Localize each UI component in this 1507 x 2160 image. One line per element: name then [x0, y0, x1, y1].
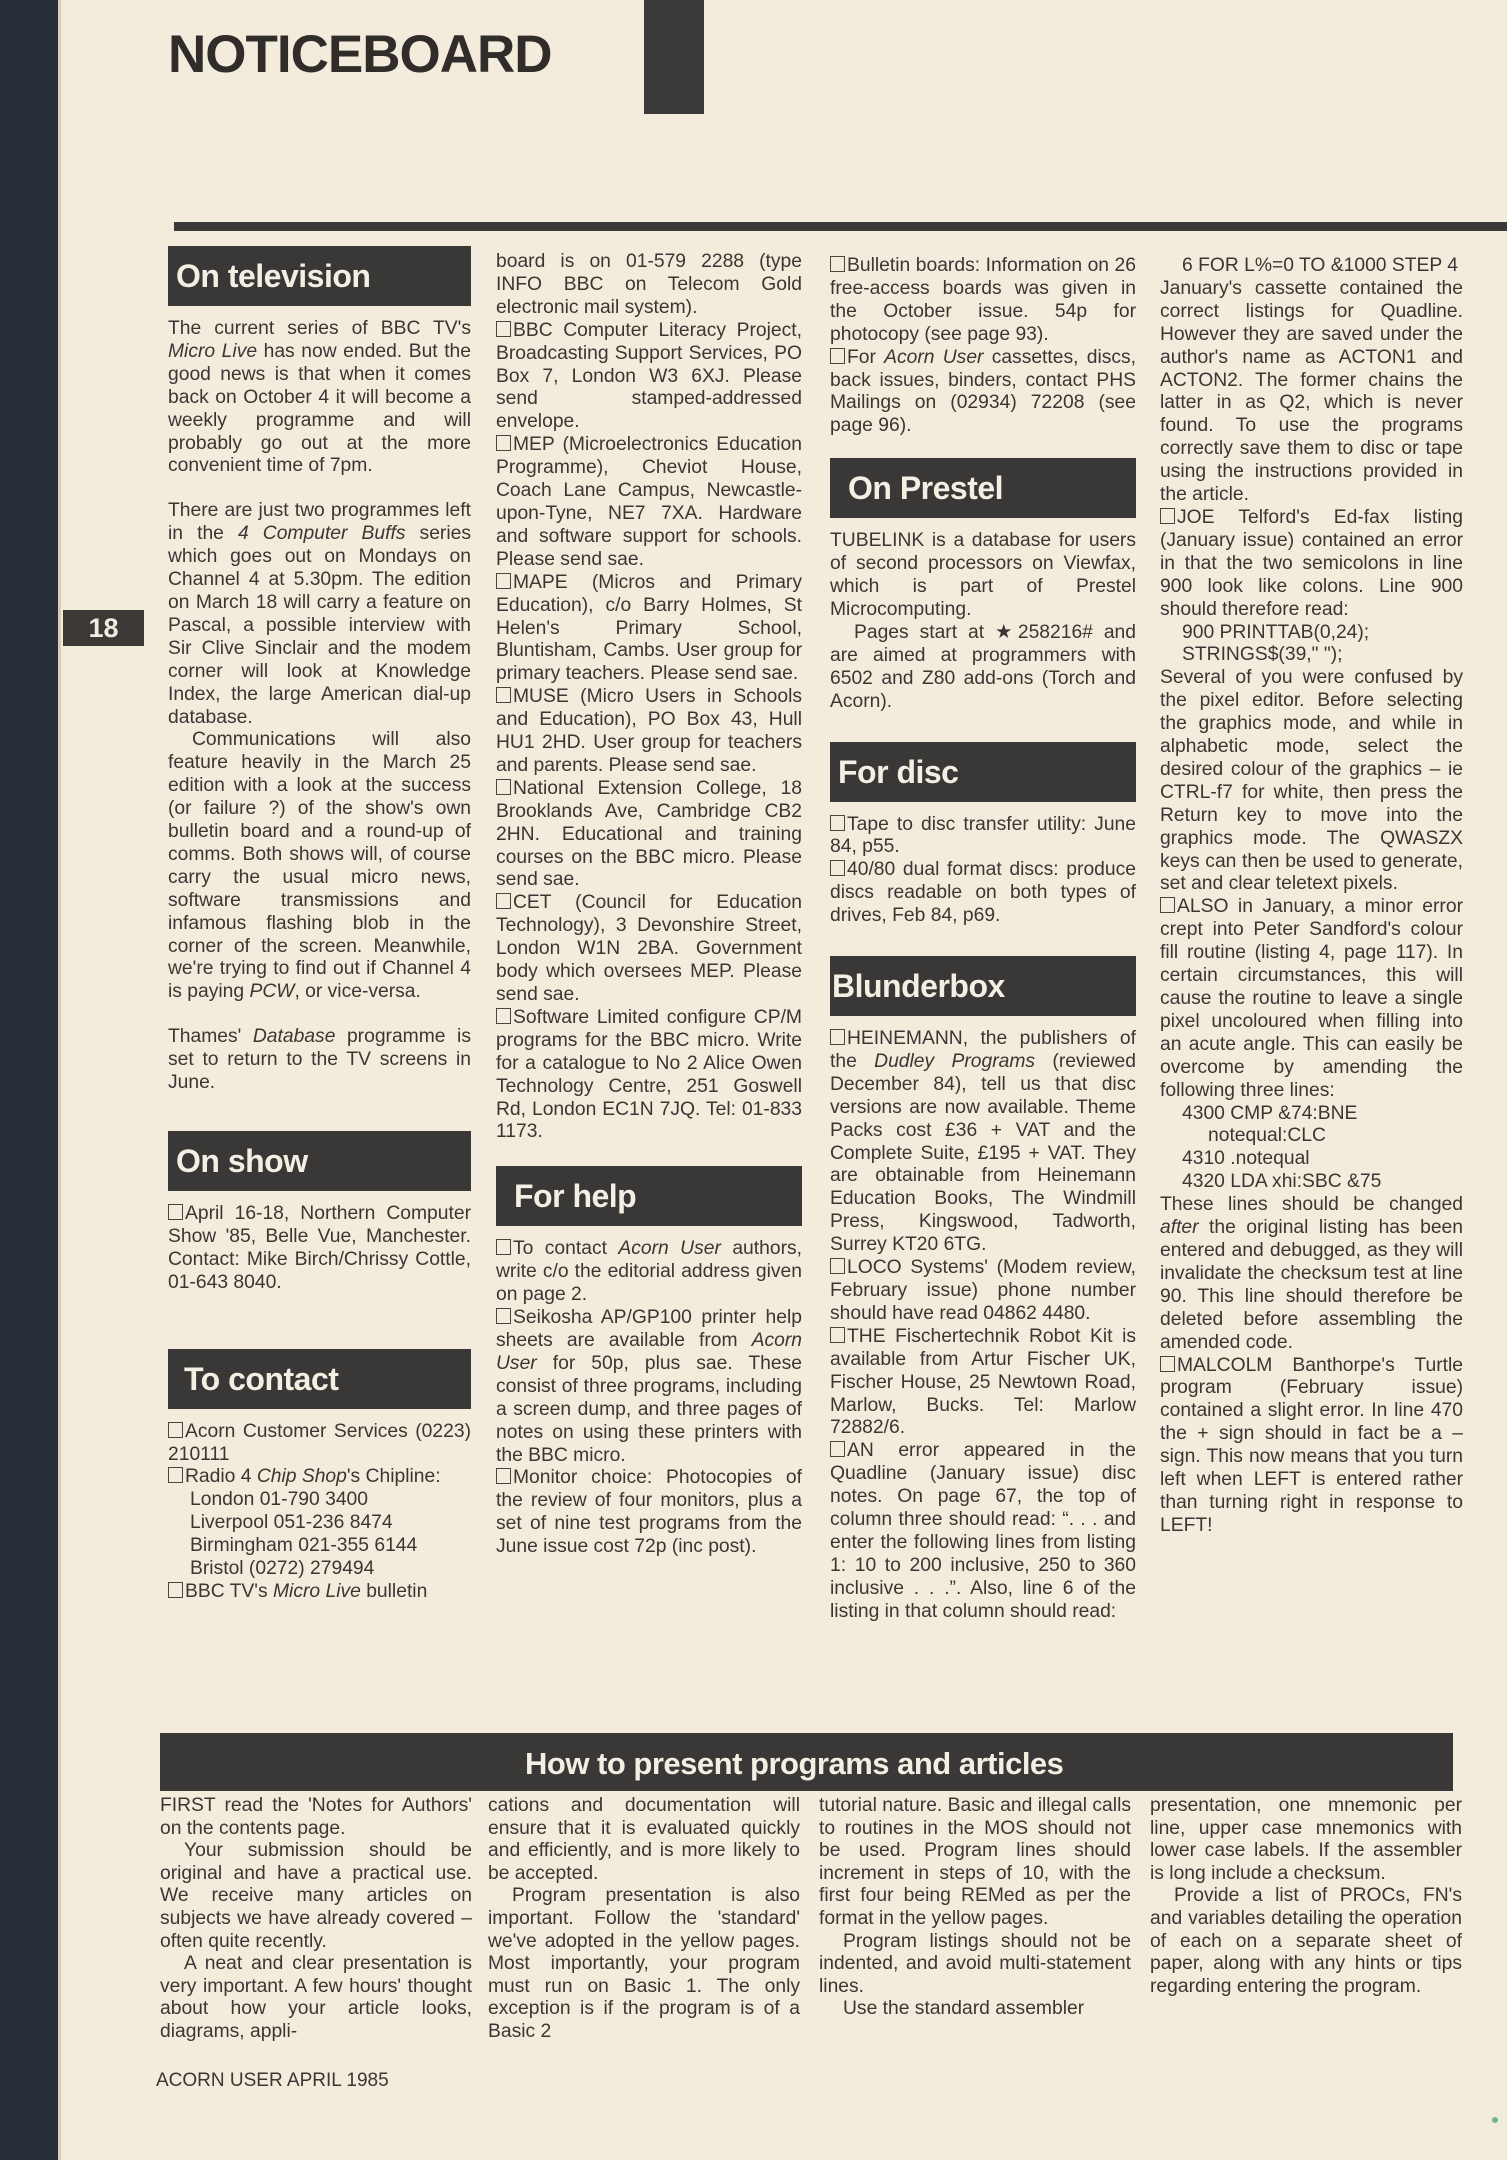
list-item-continued: board is on 01-579 2288 (type INFO BBC on Telecom Gold electronic mail system).: [496, 251, 802, 318]
code-line: 4320 LDA xhi:SBC &75: [1182, 1171, 1382, 1193]
list-item: BBC Computer Literacy Project, Broadcasting Support Services, PO Box 7, London W3 6XJ. Please send stamped-addressed envelope.: [496, 319, 802, 433]
bullet-box-icon: [830, 1029, 845, 1045]
paragraph: Use the standard assembler: [843, 1998, 1085, 2020]
spine-edge: [58, 0, 61, 2160]
bullet-box-icon: [1160, 1356, 1175, 1372]
code-line: STRINGS$(39," ");: [1182, 644, 1343, 666]
page-number-badge: 18: [63, 610, 144, 646]
bullet-box-icon: [830, 348, 845, 364]
section-heading-how-to-present: [160, 1733, 1453, 1791]
paragraph: Communications will also feature heavily in the March 25 edition with a look at the success (or failure ?) of the show's own bulletin board and a round-up of comms. Both shows will, of course carry the usual micro news, software transmissions and infamous flashing blob in the corner of the screen. Meanwhile, we're trying to find out if Channel 4 is paying PCW, or vice-versa.: [168, 729, 471, 1003]
speck-decoration: [1492, 2117, 1498, 2123]
section-heading-for-help: For help: [496, 1166, 802, 1226]
paragraph: Provide a list of PROCs, FN's and variables detailing the operation of each on a separate sheet of paper, along with any hints or tips regarding entering the program.: [1150, 1885, 1462, 1997]
list-item: THE Fischertechnik Robot Kit is available from Artur Fischer UK, Fischer House, 25 Newtown Road, Marlow, Bucks. Tel: Marlow 72882/6.: [830, 1325, 1136, 1439]
bullet-box-icon: [496, 779, 511, 795]
column-3: [830, 255, 1136, 1624]
list-item: 40/80 dual format discs: produce discs readable on both types of drives, Feb 84, p69.: [830, 859, 1136, 927]
code-line: 4300 CMP &74:BNE: [1182, 1102, 1358, 1124]
section-heading-for-disc: For disc: [830, 742, 1136, 802]
bullet-box-icon: [168, 1422, 183, 1438]
list-item: MUSE (Micro Users in Schools and Education), PO Box 43, Hull HU1 2HD. User group for teachers and parents. Please send sae.: [496, 686, 802, 776]
code-line: 900 PRINTTAB(0,24);: [1182, 621, 1370, 643]
bullet-box-icon: [830, 815, 845, 831]
list-item: Radio 4 Chip Shop's Chipline:: [168, 1466, 471, 1489]
list-item: National Extension College, 18 Brooklands Ave, Cambridge CB2 2HN. Educational and training courses on the BBC micro. Please send sae.: [496, 777, 802, 891]
phone-line: Birmingham 021-355 6144: [190, 1535, 418, 1557]
title-block-decoration: [644, 0, 704, 114]
bullet-box-icon: [496, 893, 511, 909]
paragraph: Your submission should be original and have a practical use. We receive many articles on subjects we have already covered – often quite recently.: [160, 1840, 472, 1952]
bullet-box-icon: [496, 573, 511, 589]
section-heading-on-show: On show: [168, 1131, 471, 1191]
bullet-box-icon: [168, 1582, 183, 1598]
bullet-box-icon: [830, 1258, 845, 1274]
bullet-box-icon: [1160, 897, 1175, 913]
bottom-column-1: [160, 1795, 472, 2044]
section-heading-text: How to present programs and articles: [525, 1746, 1064, 1781]
list-item: JOE Telford's Ed-fax listing (January issue) contained an error in that the two semicolons in line 900 look like colons. Line 900 should therefore read:: [1160, 506, 1463, 620]
phone-line: London 01-790 3400: [190, 1489, 368, 1511]
footer-issue: ACORN USER APRIL 1985: [156, 2070, 389, 2091]
paragraph: January's cassette contained the correct listings for Quadline. However they are saved under the author's name as ACTON1 and ACTON2. The former chains the latter in as Q2, which is never found. To use the programs correctly save them to disc or tape using the instructions provided in the article.: [1160, 277, 1463, 506]
list-item: For Acorn User cassettes, discs, back issues, binders, contact PHS Mailings on (02934) 72208 (see page 96).: [830, 346, 1137, 437]
bullet-box-icon: [496, 435, 511, 451]
section-heading-to-contact: To contact: [168, 1349, 471, 1409]
page-spine: [0, 0, 58, 2160]
phone-line: Bristol (0272) 279494: [190, 1558, 375, 1580]
list-item: Tape to disc transfer utility: June 84, p55.: [830, 813, 1136, 858]
code-line: 6 FOR L%=0 TO &1000 STEP 4: [1182, 255, 1458, 276]
list-item: MAPE (Micros and Primary Education), c/o Barry Holmes, St Helen's Primary School, Bluntisham, Cambs. User group for primary teachers. Please send sae.: [496, 571, 802, 685]
list-item: MALCOLM Banthorpe's Turtle program (February issue) contained a slight error. In line 470 the + sign should in fact be a – sign. This now means that you turn left when LEFT is entered rather than turning right in response to LEFT!: [1160, 1354, 1463, 1536]
section-heading-on-television: On television: [168, 246, 471, 306]
list-item: Bulletin boards: Information on 26 free-access boards was given in the October issue. 54p for photocopy (see page 93).: [830, 255, 1136, 345]
code-line: notequal:CLC: [1208, 1125, 1326, 1147]
bullet-box-icon: [496, 687, 511, 703]
list-item: AN error appeared in the Quadline (January issue) disc notes. On page 67, the top of column three should read: “. . . and enter the following lines from listing 1: 10 to 200 inclusive, 250 to 360 inclusive . . .”. Also, line 6 of the listing in that column should read:: [830, 1440, 1136, 1622]
paragraph: Program presentation is also important. Follow the 'standard' we've adopted in the yellow pages. Most importantly, your program must run on Basic 1. The only exception is if the program is of a Basic 2: [488, 1885, 800, 2042]
bullet-box-icon: [830, 860, 845, 876]
bullet-box-icon: [496, 1239, 511, 1255]
list-item: Monitor choice: Photocopies of the review of four monitors, plus a set of nine test programs from the June issue cost 72p (inc post).: [496, 1467, 802, 1558]
paragraph: Thames' Database programme is set to return to the TV screens in June.: [168, 1026, 471, 1094]
section-heading-blunderbox: Blunderbox: [830, 956, 1136, 1016]
column-2: [496, 251, 802, 1559]
bottom-column-4: [1150, 1795, 1462, 1998]
paragraph: The current series of BBC TV's Micro Live has now ended. But the good news is that when it comes back on October 4 it will become a weekly programme and will probably go out at the more convenient time of 7pm.: [168, 318, 471, 477]
paragraph: cations and documentation will ensure that it is evaluated quickly and efficiently, and is more likely to be accepted.: [488, 1795, 800, 1884]
list-item: To contact Acorn User authors, write c/o the editorial address given on page 2.: [496, 1238, 803, 1306]
section-heading-on-prestel: On Prestel: [830, 458, 1136, 518]
phone-line: Liverpool 051-236 8474: [190, 1512, 393, 1534]
list-item: CET (Council for Education Technology), 3 Devonshire Street, London W1N 2BA. Government body which oversees MEP. Please send sae.: [496, 892, 802, 1005]
bullet-box-icon: [168, 1467, 183, 1483]
paragraph: There are just two programmes left in the 4 Computer Buffs series which goes out on Mondays on Channel 4 at 5.30pm. The edition on March 18 will carry a feature on Pascal, a possible interview with Sir Clive Sinclair and the modem corner will look at Knowledge Index, the large American dial-up database.: [168, 500, 471, 728]
paragraph: A neat and clear presentation is very important. A few hours' thought about how your article looks, diagrams, appli-: [160, 1953, 472, 2042]
paragraph: presentation, one mnemonic per line, upper case mnemonics with lower case labels. If the assembler is long include a checksum.: [1150, 1795, 1462, 1884]
code-line: 4310 .notequal: [1182, 1148, 1310, 1170]
bullet-box-icon: [830, 256, 845, 272]
bullet-box-icon: [496, 321, 511, 337]
paragraph: tutorial nature. Basic and illegal calls to routines in the MOS should not be used. Program lines should increment in steps of 10, with the first four being REMed as per the format in the yellow pages.: [819, 1795, 1131, 1929]
list-item: Seikosha AP/GP100 printer help sheets are available from Acorn User for 50p, plus sae. These consist of three programs, including a screen dump, and three pages of notes on using these printers with the BBC micro.: [496, 1307, 802, 1466]
paragraph: Several of you were confused by the pixel editor. Before selecting the graphics mode, and while in alphabetic mode, select the desired colour of the graphics – ie CTRL-f7 for white, then press the Return key to move into the graphics mode. The QWASZX keys can then be used to generate, set and clear teletext pixels.: [1160, 667, 1463, 895]
list-item: HEINEMANN, the publishers of the Dudley Programs (reviewed December 84), tell us that disc versions are now available. Theme Packs cost £36 + VAT and the Complete Suite, £195 + VAT. They are obtainable from Heinemann Education Books, The Windmill Press, Kingswood, Tadworth, Surrey KT20 6TG.: [830, 1028, 1136, 1256]
list-item: ALSO in January, a minor error crept into Peter Sandford's colour fill routine (listing 4, page 117). In certain circumstances, this will cause the routine to leave a single pixel uncoloured when filling into an acute angle. This can easily be overcome by amending the following three lines:: [1160, 896, 1463, 1101]
paragraph: TUBELINK is a database for users of second processors on Viewfax, which is part of Prestel Microcomputing.: [830, 530, 1136, 620]
paragraph: Program listings should not be indented, and avoid multi-statement lines.: [819, 1930, 1131, 1997]
list-item: MEP (Microelectronics Education Programme), Cheviot House, Coach Lane Campus, Newcastle-upon-Tyne, NE7 7XA. Hardware and software support for schools. Please send sae.: [496, 434, 802, 570]
bullet-box-icon: [830, 1327, 845, 1343]
column-1: [168, 244, 471, 1604]
page-title: NOTICEBOARD: [168, 25, 552, 84]
bullet-box-icon: [168, 1204, 183, 1220]
bullet-box-icon: [1160, 508, 1175, 524]
bullet-box-icon: [496, 1308, 511, 1324]
paragraph: Pages start at ★258216# and are aimed at programmers with 6502 and Z80 add-ons (Torch and Acorn).: [830, 621, 1136, 712]
list-item: BBC TV's Micro Live bulletin: [168, 1581, 471, 1604]
list-item: Software Limited configure CP/M programs for the BBC micro. Write for a catalogue to No 2 Alice Owen Technology Centre, 251 Goswell Rd, London EC1N 7JQ. Tel: 01-833 1173.: [496, 1006, 802, 1143]
list-item: LOCO Systems' (Modem review, February issue) phone number should have read 04862 4480.: [830, 1257, 1136, 1324]
header-rule: [174, 222, 1507, 231]
list-item: April 16-18, Northern Computer Show '85, Belle Vue, Manchester. Contact: Mike Birch/Chrissy Cottle, 01-643 8040.: [168, 1203, 471, 1293]
bullet-box-icon: [496, 1468, 511, 1484]
bullet-box-icon: [830, 1441, 845, 1457]
column-4: [1160, 255, 1463, 1538]
paragraph: FIRST read the 'Notes for Authors' on the contents page.: [160, 1795, 472, 1839]
list-item: Acorn Customer Services (0223) 210111: [168, 1420, 471, 1465]
bottom-column-2: [488, 1795, 800, 2044]
bullet-box-icon: [496, 1008, 511, 1024]
paragraph: These lines should be changed after the original listing has been entered and debugged, as they will invalidate the checksum test at line 90. This line should therefore be deleted before assembling the amended code.: [1160, 1194, 1463, 1353]
bottom-column-3: [819, 1795, 1131, 2021]
